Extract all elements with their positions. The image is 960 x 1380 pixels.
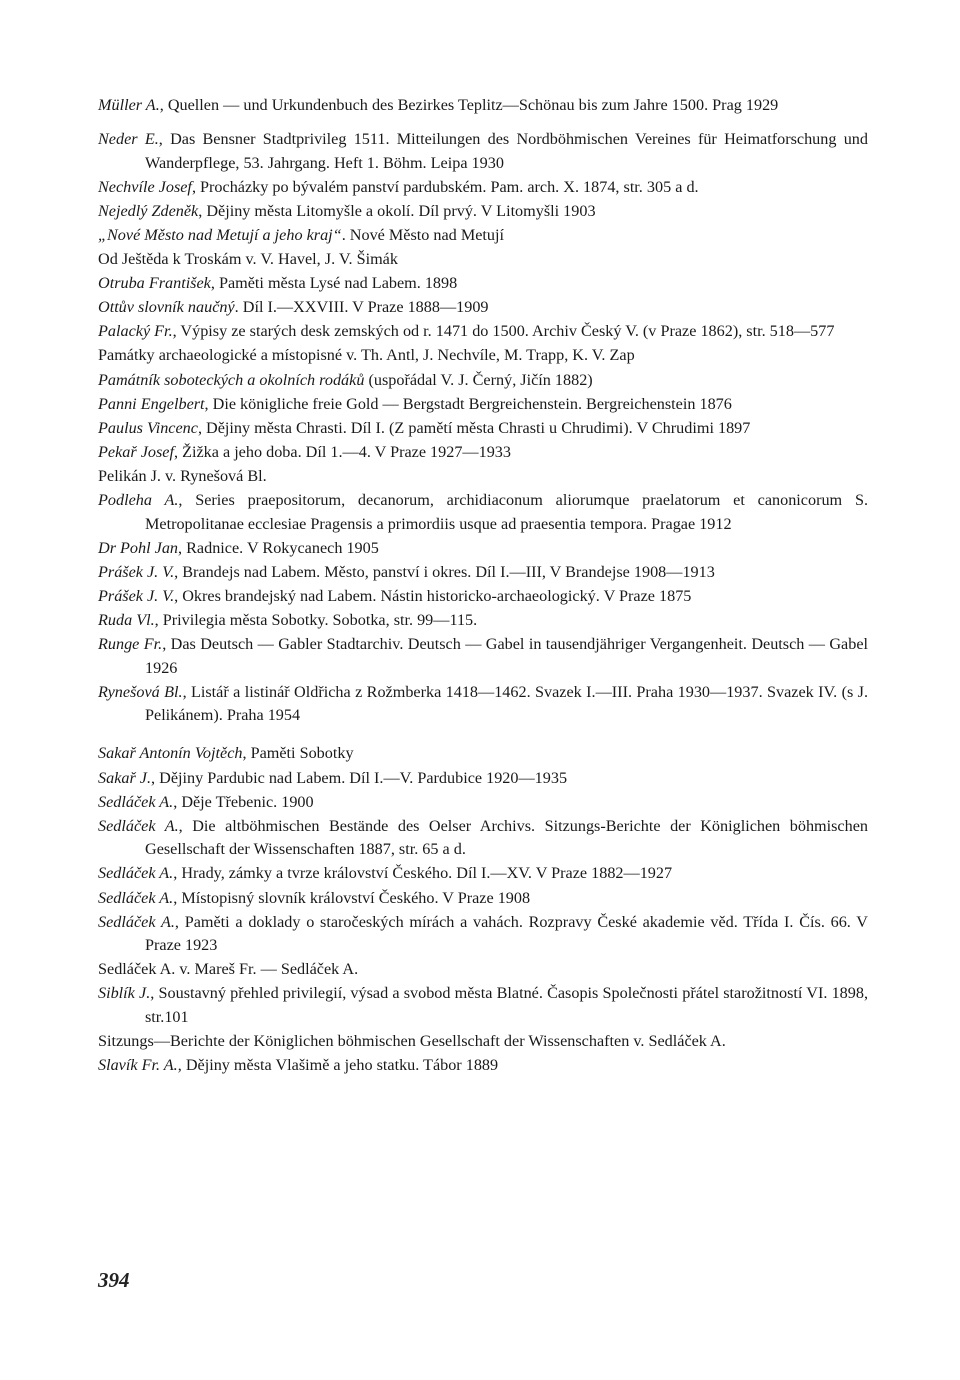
bibliography-entry xyxy=(98,862,868,886)
bibliography-entry xyxy=(98,489,868,536)
bibliography-entry xyxy=(98,465,868,489)
bibliography-entry xyxy=(98,537,868,561)
entry-text: , Das Bensner Stadtprivileg 1511. Mitteilungen des Nordböhmischen Vereines für Heimatforschung und Wanderpflege, 53. Jahrgang. Heft 1. Böhm. Leipa 1930 xyxy=(145,130,868,172)
entry-author: Rynešová Bl. xyxy=(98,682,183,701)
entry-text: , Hrady, zámky a tvrze království Českého. Díl I.—XV. V Praze 1882—1927 xyxy=(173,864,673,883)
bibliography-block-a xyxy=(98,94,868,728)
entry-text: , Das Deutsch — Gabler Stadtarchiv. Deutsch — Gabel in tausendjähriger Vergangenheit. Deutsch — Gabel 1926 xyxy=(145,635,868,677)
bibliography-block-b xyxy=(98,742,868,1077)
entry-text: (uspořádal V. J. Černý, Jičín 1882) xyxy=(364,370,593,389)
entry-text: , Brandejs nad Labem. Město, panství i okres. Díl I.—III, V Brandejse 1908—1913 xyxy=(174,562,715,581)
bibliography-entry xyxy=(98,681,868,728)
entry-text: , Dějiny Pardubic nad Labem. Díl I.—V. Pardubice 1920—1935 xyxy=(151,768,568,787)
entry-text: , Radnice. V Rokycanech 1905 xyxy=(178,538,379,557)
bibliography-entry xyxy=(98,176,868,200)
entry-author: Otruba František xyxy=(98,274,211,293)
entry-author: Sedláček A. xyxy=(98,816,179,835)
bibliography-entry xyxy=(98,128,868,175)
entry-text: Od Ještěda k Troskám v. V. Havel, J. V. Šimák xyxy=(98,250,398,269)
entry-author: Podleha A. xyxy=(98,491,179,509)
entry-text: , Procházky po bývalém panství pardubském. Pam. arch. X. 1874, str. 305 a d. xyxy=(191,177,699,196)
entry-text: , Žižka a jeho doba. Díl 1.—4. V Praze 1927—1933 xyxy=(173,442,511,461)
entry-text: , Děje Třebenic. 1900 xyxy=(173,792,314,811)
entry-author: Sedláček A. xyxy=(98,888,174,907)
bibliography-entry xyxy=(98,958,868,982)
bibliography-entry xyxy=(98,296,868,320)
bibliography-entry xyxy=(98,441,868,465)
entry-text: , Soustavný přehled privilegií, výsad a svobod města Blatné. Časopis Společnosti přátel starožitností VI. 1898, str.101 xyxy=(145,984,868,1026)
entry-author: Pekař Josef xyxy=(98,442,174,461)
entry-author: Památník soboteckých a okolních rodáků xyxy=(98,370,365,389)
bibliography-entry xyxy=(98,585,868,609)
bibliography-entry xyxy=(98,911,868,958)
entry-author: Sakař J. xyxy=(98,768,152,787)
entry-text: , Výpisy ze starých desk zemských od r. 1471 do 1500. Archiv Český V. (v Praze 1862), str. 518—577 xyxy=(172,322,835,341)
entry-author: Runge Fr. xyxy=(98,635,163,654)
entry-text: Sitzungs—Berichte der Königlichen böhmischen Gesellschaft der Wissenschaften v. Sedláček A. xyxy=(98,1032,726,1051)
entry-text: , Paměti města Lysé nad Labem. 1898 xyxy=(210,274,458,293)
entry-author: Sedláček A. xyxy=(98,912,175,931)
entry-author: Siblík J. xyxy=(98,984,151,1003)
entry-author: Müller A. xyxy=(98,96,160,114)
bibliography-entry xyxy=(98,609,868,633)
bibliography-entry xyxy=(98,1054,868,1078)
entry-text: , Paměti a doklady o staročeských mírách a vahách. Rozpravy České akademie věd. Třída I. Čís. 66. V Praze 1923 xyxy=(145,912,868,955)
entry-author: Nejedlý Zdeněk xyxy=(98,201,199,220)
entry-author: Sedláček A. xyxy=(98,864,174,883)
entry-author: Prášek J. V. xyxy=(98,586,175,605)
bibliography-entry xyxy=(98,815,868,862)
entry-text: , Místopisný slovník království Českého. V Praze 1908 xyxy=(173,888,531,907)
entry-author: Nechvíle Josef xyxy=(98,177,192,196)
entry-text: , Die königliche freie Gold — Bergstadt Bergreichenstein. Bergreichenstein 1876 xyxy=(204,394,732,413)
entry-author: Ottův slovník naučný xyxy=(98,298,235,317)
entry-author: Ruda Vl. xyxy=(98,610,155,629)
bibliography-entry xyxy=(98,887,868,911)
entry-text: , Privilegia města Sobotky. Sobotka, str. 99—115. xyxy=(154,610,478,629)
bibliography-entry xyxy=(98,982,868,1029)
entry-text: , Dějiny města Chrasti. Díl I. (Z pamětí města Chrasti u Chrudimi). V Chrudimi 1897 xyxy=(197,418,751,437)
entry-text: , Listář a listinář Oldřicha z Rožmberka 1418—1462. Svazek I.—III. Praha 1930—1937. Svazek IV. (s J. Pelikánem). Praha 1954 xyxy=(145,682,868,725)
entry-text: , Okres brandejský nad Labem. Nástin historicko-archaeologický. V Praze 1875 xyxy=(174,586,692,605)
entry-author: Sedláček A. xyxy=(98,792,174,811)
entry-author: Paulus Vincenc xyxy=(98,418,198,437)
entry-text: Památky archaeologické a místopisné v. Th. Antl, J. Nechvíle, M. Trapp, K. V. Zap xyxy=(98,346,635,365)
entry-author: Panni Engelbert xyxy=(98,394,205,413)
entry-text: Sedláček A. v. Mareš Fr. — Sedláček A. xyxy=(98,960,359,979)
entry-author: Slavík Fr. A. xyxy=(98,1056,178,1075)
bibliography-entry xyxy=(98,369,868,393)
section-gap xyxy=(98,728,868,742)
bibliography-entry xyxy=(98,344,868,368)
entry-author: Prášek J. V. xyxy=(98,562,175,581)
entry-text: . Nové Město nad Metují xyxy=(341,225,504,244)
entry-author: „Nové Město nad Metují a jeho kraj“ xyxy=(98,225,342,244)
entry-text: , Dějiny města Vlašimě a jeho statku. Tábor 1889 xyxy=(177,1056,499,1075)
entry-author: Palacký Fr. xyxy=(98,322,173,341)
page-number: 394 xyxy=(98,1268,130,1292)
entry-text: , Paměti Sobotky xyxy=(242,744,354,763)
bibliography-entry xyxy=(98,94,868,118)
bibliography-entry xyxy=(98,791,868,815)
bibliography-entry xyxy=(98,417,868,441)
bibliography-entry xyxy=(98,742,868,766)
entry-text: , Dějiny města Litomyšle a okolí. Díl prvý. V Litomyšli 1903 xyxy=(198,201,596,220)
bibliography-entry xyxy=(98,1030,868,1054)
bibliography-entry xyxy=(98,224,868,248)
bibliography-entry xyxy=(98,561,868,585)
bibliography-entry xyxy=(98,272,868,296)
entry-author: Sakař Antonín Vojtěch xyxy=(98,744,243,763)
entry-text: Pelikán J. v. Rynešová Bl. xyxy=(98,466,267,485)
bibliography-page xyxy=(98,94,868,1078)
bibliography-entry xyxy=(98,633,868,680)
bibliography-entry xyxy=(98,767,868,791)
bibliography-entry xyxy=(98,200,868,224)
entry-text: , Quellen — und Urkundenbuch des Bezirkes Teplitz—Schönau bis zum Jahre 1500. Prag 1929 xyxy=(159,96,779,114)
entry-text: , Series praepositorum, decanorum, archidiaconum aliorumque praelatorum et canonicorum S. Metropolitanae ecclesiae Pragensis a primordiis usque ad praesentia tempora. Pragae 1912 xyxy=(145,491,868,533)
entry-author: Dr Pohl Jan xyxy=(98,538,179,557)
entry-text: . Díl I.—XXVIII. V Praze 1888—1909 xyxy=(234,298,489,317)
bibliography-entry xyxy=(98,320,868,344)
bibliography-entry xyxy=(98,248,868,272)
entry-author: Neder E. xyxy=(98,130,159,149)
entry-spacer xyxy=(98,118,868,128)
entry-text: , Die altböhmischen Bestände des Oelser Archivs. Sitzungs-Berichte der Königlichen böhmischen Gesellschaft der Wissenschaften 1887, str. 65 a d. xyxy=(145,816,868,859)
bibliography-entry xyxy=(98,393,868,417)
